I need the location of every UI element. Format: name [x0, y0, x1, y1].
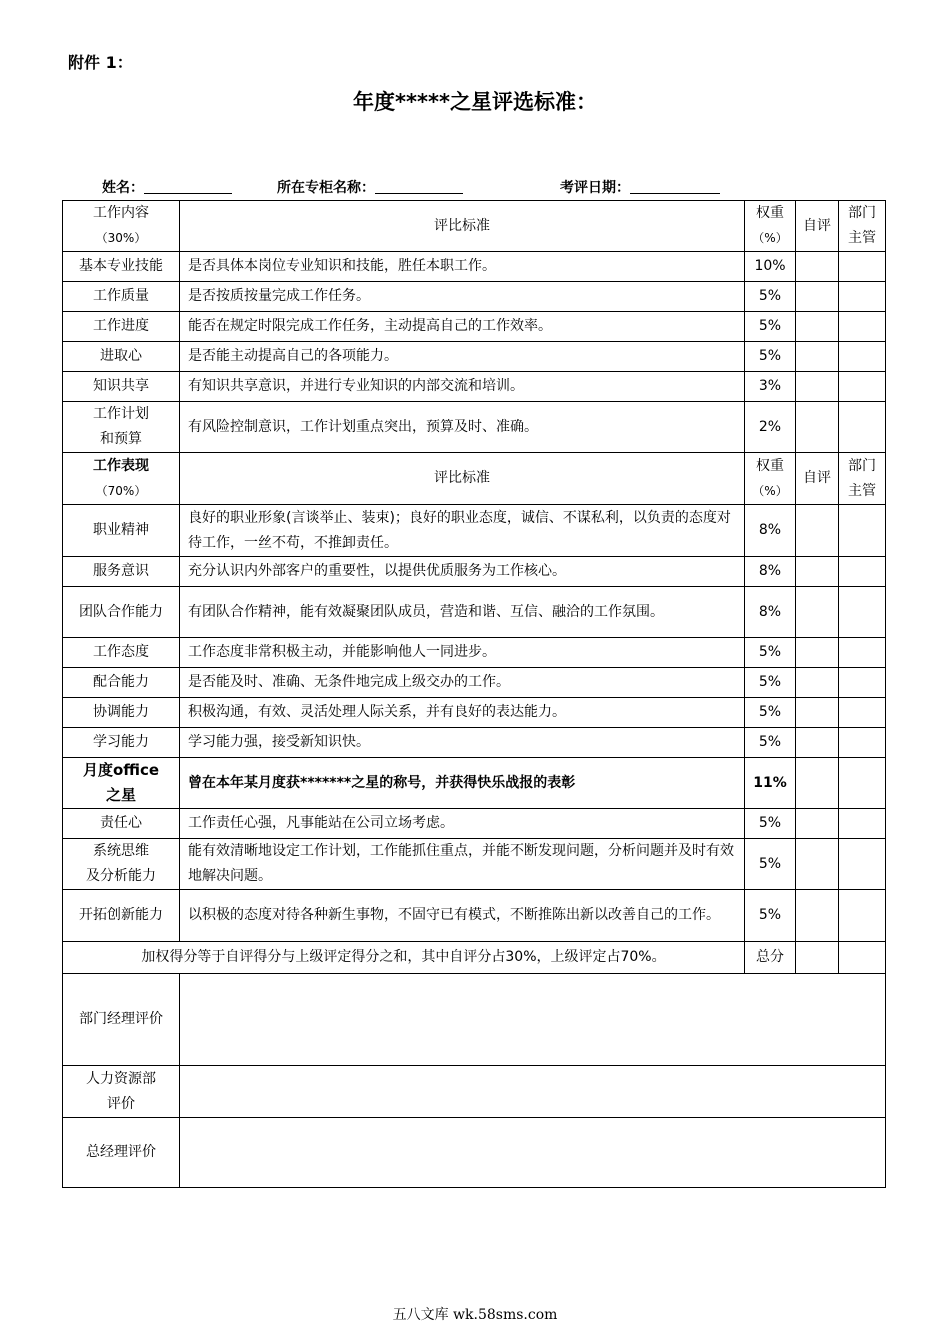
table-row	[63, 698, 886, 728]
item-label: 基本专业技能	[63, 252, 180, 282]
table-row	[63, 728, 886, 758]
manager-score-cell[interactable]	[839, 252, 886, 282]
weight-value: 5%	[745, 698, 796, 728]
table-row	[63, 758, 886, 809]
weight-value: 5%	[745, 342, 796, 372]
hr-eval-row	[63, 1066, 886, 1118]
self-score-cell[interactable]	[796, 402, 839, 453]
self-score-cell[interactable]	[796, 758, 839, 809]
manager-score-cell[interactable]	[839, 282, 886, 312]
table-row	[63, 372, 886, 402]
item-label: 工作进度	[63, 312, 180, 342]
criteria-text: 能有效清晰地设定工作计划，工作能抓住重点，并能不断发现问题，分析问题并及时有效地解决问题。	[180, 839, 745, 890]
manager-score-cell[interactable]	[839, 505, 886, 557]
section1-weight-header: 权重 （%）	[745, 201, 796, 252]
section2-weight-header: 权重 （%）	[745, 453, 796, 505]
item-label: 工作态度	[63, 638, 180, 668]
name-label: 姓名：	[102, 180, 144, 196]
self-score-cell[interactable]	[796, 342, 839, 372]
counter-label: 所在专柜名称：	[277, 180, 375, 196]
item-label: 知识共享	[63, 372, 180, 402]
manager-score-cell[interactable]	[839, 839, 886, 890]
self-total-cell[interactable]	[796, 942, 839, 974]
self-score-cell[interactable]	[796, 557, 839, 587]
weight-value: 8%	[745, 587, 796, 638]
table-row	[63, 890, 886, 942]
self-score-cell[interactable]	[796, 638, 839, 668]
self-score-cell[interactable]	[796, 312, 839, 342]
self-score-cell[interactable]	[796, 728, 839, 758]
manager-score-cell[interactable]	[839, 728, 886, 758]
counter-blank[interactable]	[375, 179, 463, 194]
section2-manager-header: 部门 主管	[839, 453, 886, 505]
hr-eval-field[interactable]	[180, 1066, 886, 1118]
criteria-text: 是否能主动提高自己的各项能力。	[180, 342, 745, 372]
date-blank[interactable]	[630, 179, 720, 194]
self-score-cell[interactable]	[796, 587, 839, 638]
gm-eval-label: 总经理评价	[63, 1118, 180, 1188]
section1-standard-header: 评比标准	[180, 201, 745, 252]
criteria-text: 积极沟通，有效、灵活处理人际关系，并有良好的表达能力。	[180, 698, 745, 728]
manager-score-cell[interactable]	[839, 698, 886, 728]
table-row	[63, 557, 886, 587]
weight-value: 5%	[745, 282, 796, 312]
weight-value: 5%	[745, 312, 796, 342]
item-label: 月度office 之星	[63, 758, 180, 809]
manager-score-cell[interactable]	[839, 890, 886, 942]
dept-manager-eval-field[interactable]	[180, 974, 886, 1066]
criteria-text: 有风险控制意识，工作计划重点突出，预算及时、准确。	[180, 402, 745, 453]
weight-value: 8%	[745, 557, 796, 587]
attachment-label: 附件 1：	[68, 53, 133, 72]
weight-value: 5%	[745, 809, 796, 839]
self-score-cell[interactable]	[796, 698, 839, 728]
gm-eval-row	[63, 1118, 886, 1188]
weight-value: 10%	[745, 252, 796, 282]
manager-score-cell[interactable]	[839, 638, 886, 668]
table-row	[63, 638, 886, 668]
manager-score-cell[interactable]	[839, 809, 886, 839]
criteria-text: 能否在规定时限完成工作任务，主动提高自己的工作效率。	[180, 312, 745, 342]
item-label: 团队合作能力	[63, 587, 180, 638]
criteria-text: 充分认识内外部客户的重要性，以提供优质服务为工作核心。	[180, 557, 745, 587]
manager-score-cell[interactable]	[839, 557, 886, 587]
weight-value: 11%	[745, 758, 796, 809]
self-score-cell[interactable]	[796, 890, 839, 942]
weight-value: 2%	[745, 402, 796, 453]
date-label: 考评日期：	[560, 180, 630, 196]
weight-value: 5%	[745, 839, 796, 890]
table-row	[63, 668, 886, 698]
self-score-cell[interactable]	[796, 839, 839, 890]
footer-watermark: 五八文库 wk.58sms.com	[392, 1307, 558, 1323]
section1-content-header: 工作内容 （30%）	[63, 201, 180, 252]
table-row	[63, 402, 886, 453]
evaluation-table	[62, 200, 886, 1188]
section2-self-header: 自评	[796, 453, 839, 505]
item-label: 工作计划 和预算	[63, 402, 180, 453]
weighted-score-note: 加权得分等于自评得分与上级评定得分之和，其中自评分占30%，上级评定占70%。	[63, 942, 745, 974]
gm-eval-field[interactable]	[180, 1118, 886, 1188]
item-label: 职业精神	[63, 505, 180, 557]
dept-manager-eval-label: 部门经理评价	[63, 974, 180, 1066]
weight-value: 8%	[745, 505, 796, 557]
manager-score-cell[interactable]	[839, 402, 886, 453]
name-blank[interactable]	[144, 179, 232, 194]
criteria-text: 学习能力强，接受新知识快。	[180, 728, 745, 758]
criteria-text: 是否按质按量完成工作任务。	[180, 282, 745, 312]
weight-value: 3%	[745, 372, 796, 402]
table-row	[63, 342, 886, 372]
manager-score-cell[interactable]	[839, 587, 886, 638]
item-label: 进取心	[63, 342, 180, 372]
weight-value: 5%	[745, 638, 796, 668]
item-label: 配合能力	[63, 668, 180, 698]
section1-self-header: 自评	[796, 201, 839, 252]
table-row	[63, 252, 886, 282]
criteria-text: 工作态度非常积极主动，并能影响他人一同进步。	[180, 638, 745, 668]
table-row	[63, 587, 886, 638]
item-label: 服务意识	[63, 557, 180, 587]
manager-score-cell[interactable]	[839, 342, 886, 372]
weight-value: 5%	[745, 890, 796, 942]
section2-header-row	[63, 453, 886, 505]
date-field[interactable]	[560, 177, 720, 197]
table-row	[63, 809, 886, 839]
manager-score-cell[interactable]	[839, 758, 886, 809]
criteria-text: 曾在本年某月度获*******之星的称号，并获得快乐战报的表彰	[180, 758, 745, 809]
item-label: 学习能力	[63, 728, 180, 758]
section2-content-header: 工作表现 （70%）	[63, 453, 180, 505]
manager-score-cell[interactable]	[839, 312, 886, 342]
self-score-cell[interactable]	[796, 252, 839, 282]
weight-value: 5%	[745, 728, 796, 758]
item-label: 开拓创新能力	[63, 890, 180, 942]
manager-score-cell[interactable]	[839, 668, 886, 698]
item-label: 工作质量	[63, 282, 180, 312]
manager-score-cell[interactable]	[839, 372, 886, 402]
summary-row	[63, 942, 886, 974]
page-title: 年度*****之星评选标准：	[353, 90, 597, 114]
section1-manager-header: 部门 主管	[839, 201, 886, 252]
self-score-cell[interactable]	[796, 668, 839, 698]
table-row	[63, 839, 886, 890]
self-score-cell[interactable]	[796, 809, 839, 839]
item-label: 责任心	[63, 809, 180, 839]
weight-value: 5%	[745, 668, 796, 698]
name-field[interactable]	[102, 177, 232, 197]
section2-standard-header: 评比标准	[180, 453, 745, 505]
self-score-cell[interactable]	[796, 282, 839, 312]
criteria-text: 以积极的态度对待各种新生事物，不固守已有模式，不断推陈出新以改善自己的工作。	[180, 890, 745, 942]
table-row	[63, 312, 886, 342]
criteria-text: 有团队合作精神，能有效凝聚团队成员，营造和谐、互信、融洽的工作氛围。	[180, 587, 745, 638]
criteria-text: 有知识共享意识，并进行专业知识的内部交流和培训。	[180, 372, 745, 402]
criteria-text: 是否能及时、准确、无条件地完成上级交办的工作。	[180, 668, 745, 698]
item-label: 系统思维 及分析能力	[63, 839, 180, 890]
table-row	[63, 505, 886, 557]
total-score-label: 总分	[745, 942, 796, 974]
criteria-text: 是否具体本岗位专业知识和技能，胜任本职工作。	[180, 252, 745, 282]
self-score-cell[interactable]	[796, 372, 839, 402]
section1-header-row	[63, 201, 886, 252]
manager-total-cell[interactable]	[839, 942, 886, 974]
hr-eval-label: 人力资源部 评价	[63, 1066, 180, 1118]
criteria-text: 工作责任心强，凡事能站在公司立场考虑。	[180, 809, 745, 839]
criteria-text: 良好的职业形象(言谈举止、装束)；良好的职业态度，诚信、不谋私利，以负责的态度对待工作，一丝不苟，不推卸责任。	[180, 505, 745, 557]
item-label: 协调能力	[63, 698, 180, 728]
counter-field[interactable]	[277, 177, 463, 197]
self-score-cell[interactable]	[796, 505, 839, 557]
table-row	[63, 282, 886, 312]
dept-manager-eval-row	[63, 974, 886, 1066]
